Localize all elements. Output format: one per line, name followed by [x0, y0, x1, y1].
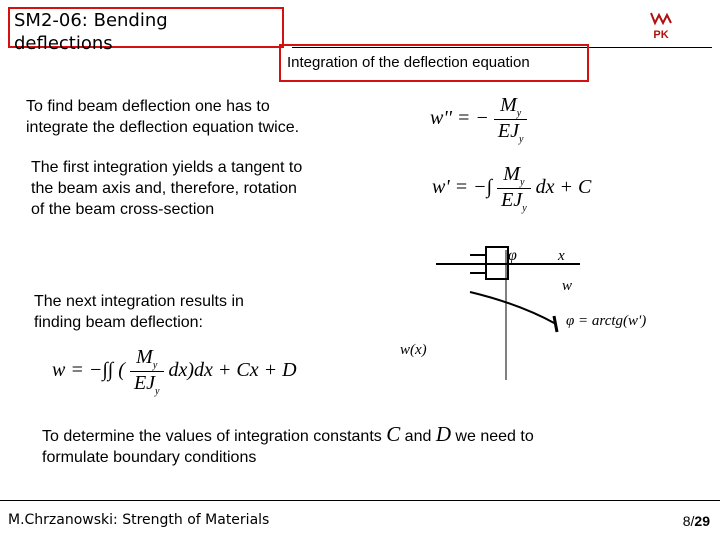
- p1-line1: To find beam deflection one has to: [26, 98, 270, 115]
- constant-c: C: [386, 422, 401, 446]
- p1-line2: integrate the deflection equation twice.: [26, 119, 300, 136]
- page-number: 8/29: [682, 513, 710, 529]
- p2-line3: of the beam cross-section: [31, 201, 215, 218]
- eq1-fraction: $\frac{M_y}{EJ_y}$: [494, 94, 528, 145]
- equation-first-integration: [432, 163, 591, 214]
- equation-second-integration: [52, 346, 297, 397]
- slide-title: [14, 9, 314, 55]
- rotation-equation: φ = arctg(w'): [566, 313, 647, 329]
- w-axis-label: w: [562, 278, 573, 294]
- eq2-tail: dx + C: [535, 176, 592, 199]
- p2-line2: the beam axis and, therefore, rotation: [31, 180, 297, 197]
- eq3-tail: dx)dx + Cx + D: [168, 359, 297, 382]
- p4-line1: To determine the values of integration constants C and D we need to: [42, 422, 534, 446]
- paragraph-2: [31, 157, 302, 220]
- eq1-lhs: w'' = −: [430, 107, 489, 130]
- slide-title-line2: deflections: [14, 33, 113, 54]
- paragraph-3: [34, 291, 244, 333]
- constant-d: D: [435, 422, 451, 446]
- university-logo-icon: [648, 11, 674, 41]
- tangent-marker: [554, 316, 557, 332]
- p3-line1: The next integration results in: [34, 293, 244, 310]
- beam-deflection-diagram: [430, 240, 710, 390]
- logo-text: PK: [653, 29, 669, 41]
- paragraph-1: [26, 96, 299, 138]
- p4-line2: formulate boundary conditions: [42, 449, 257, 466]
- wx-label: w(x): [400, 342, 427, 358]
- phi-label: φ: [508, 247, 517, 264]
- eq2-lhs: w' = −∫: [432, 176, 493, 199]
- page-total: 29: [694, 513, 710, 529]
- equation-second-derivative: [430, 94, 527, 145]
- eq3-fraction: $\frac{M_y}{EJ_y}$: [130, 346, 164, 397]
- deflected-beam-curve: [470, 292, 556, 324]
- footer-rule: [0, 500, 720, 501]
- paragraph-4: [42, 424, 534, 468]
- page-current: 8: [682, 513, 691, 529]
- slide-subtitle: Integration of the deflection equation: [287, 54, 530, 71]
- p3-line2: finding beam deflection:: [34, 314, 203, 331]
- eq2-fraction: $\frac{M_y}{EJ_y}$: [497, 163, 531, 214]
- x-axis-label: x: [558, 248, 565, 264]
- eq3-lhs: w = −∫∫ (: [52, 359, 125, 382]
- footer-author: M.Chrzanowski: Strength of Materials: [8, 512, 270, 528]
- p2-line1: The first integration yields a tangent to: [31, 159, 303, 176]
- slide-title-line1: SM2-06: Bending: [14, 10, 168, 31]
